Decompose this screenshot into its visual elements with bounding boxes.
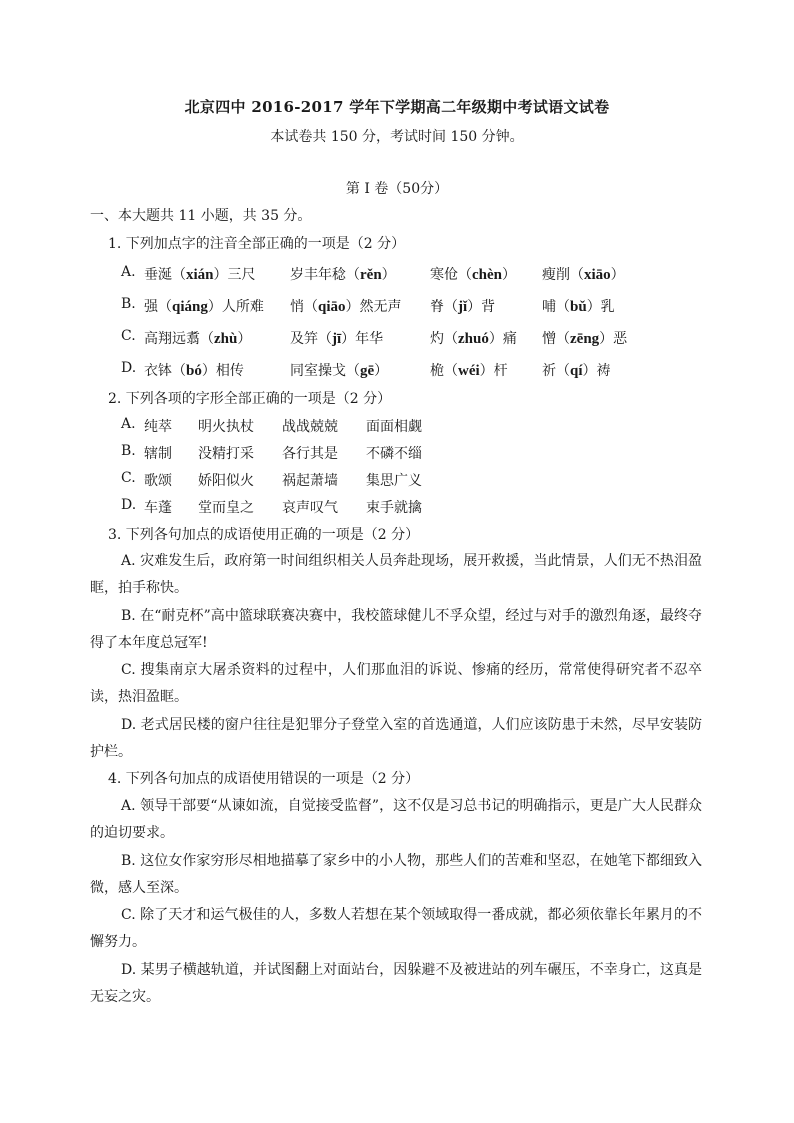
pinyin-item: 灼（zhuó）痛: [430, 331, 517, 347]
pinyin: xián: [186, 267, 214, 283]
pinyin: qiāo: [318, 299, 346, 315]
question-4-option-b: [90, 848, 702, 902]
option-label: C.: [121, 328, 136, 344]
pinyin-item: 桅（wéi）杆: [430, 363, 508, 379]
option-label: B.: [121, 853, 136, 869]
pinyin-item: 垂涎（xián）三尺: [144, 267, 256, 283]
pinyin-item: 岁丰年稔（rěn）: [290, 267, 396, 283]
word-item: 战战兢兢: [282, 419, 338, 435]
option-text: 老式居民楼的窗户往往是犯罪分子登堂入室的首选通道，人们应该防患于未然，尽早安装防护栏。: [90, 717, 702, 760]
question-3-option-b: [90, 603, 702, 657]
option-label: A.: [121, 553, 136, 569]
question-4-option-d: [90, 957, 702, 1011]
option-label: D.: [121, 717, 137, 733]
word-item: 没精打采: [198, 446, 254, 462]
pinyin: qiáng: [172, 299, 208, 315]
option-label: A.: [121, 264, 136, 280]
option-label: D.: [121, 962, 137, 978]
option-label: A.: [121, 798, 136, 814]
option-label: C.: [121, 662, 136, 678]
word-item: 娇阳似火: [198, 473, 254, 489]
question-4-option-c: [90, 902, 702, 956]
question-2-option-d: [121, 497, 721, 521]
pinyin: bó: [186, 363, 202, 379]
option-label: C.: [121, 907, 136, 923]
pinyin-item: 强（qiáng）人所难: [144, 299, 264, 315]
pinyin: gē: [360, 363, 375, 379]
pinyin-item: 衣钵（bó）相传: [144, 363, 244, 379]
question-2-option-c: [121, 470, 721, 494]
word-item: 明火执杖: [198, 419, 254, 435]
word-item: 集思广义: [366, 473, 422, 489]
pinyin: wéi: [458, 363, 480, 379]
option-label: C.: [121, 470, 136, 486]
option-label: A.: [121, 416, 136, 432]
question-3-option-d: [90, 712, 702, 766]
pinyin-item: 哺（bǔ）乳: [542, 299, 615, 315]
section-title: 一、本大题共 11 小题，共 35 分。: [90, 208, 312, 224]
question-1-option-d: [121, 360, 721, 384]
pinyin-item: 悄（qiāo）然无声: [290, 299, 402, 315]
pinyin: zhù: [214, 331, 238, 347]
word-item: 祸起萧墙: [282, 473, 338, 489]
question-2-option-a: [121, 416, 721, 440]
exam-info: 本试卷共 150 分，考试时间 150 分钟。: [270, 129, 524, 145]
option-text: 搜集南京大屠杀资料的过程中，人们那血泪的诉说、惨痛的经历，常常使得研究者不忍卒读，热泪盈眶。: [90, 662, 702, 705]
volume-title: 第 I 卷（50分）: [345, 181, 449, 197]
option-label: B.: [121, 296, 136, 312]
option-label: B.: [121, 608, 136, 624]
pinyin: qí: [570, 363, 583, 379]
option-text: 这位女作家穷形尽相地描摹了家乡中的小人物，那些人们的苦难和坚忍，在她笔下都细致入微，感人至深。: [90, 853, 702, 896]
question-3-option-a: [90, 548, 702, 602]
word-item: 车蓬: [144, 500, 172, 516]
pinyin: xiāo: [584, 267, 611, 283]
pinyin: bǔ: [570, 299, 587, 315]
option-text: 领导干部要“从谏如流，自觉接受监督”，这不仅是习总书记的明确指示，更是广大人民群众的迫切要求。: [90, 798, 703, 841]
pinyin: rěn: [360, 267, 382, 283]
pinyin-item: 寒伧（chèn）: [430, 267, 516, 283]
option-label: B.: [121, 443, 136, 459]
pinyin: chèn: [472, 267, 502, 283]
word-item: 哀声叹气: [282, 500, 338, 516]
question-1-stem: 1. 下列加点字的注音全部正确的一项是（2 分）: [108, 236, 406, 252]
pinyin: zēng: [570, 331, 600, 347]
question-4-stem: 4. 下列各句加点的成语使用错误的一项是（2 分）: [108, 771, 420, 787]
pinyin-item: 脊（jǐ）背: [430, 299, 496, 315]
pinyin: jī: [332, 331, 342, 347]
question-1-option-c: [121, 328, 721, 352]
option-text: 除了天才和运气极佳的人，多数人若想在某个领域取得一番成就，都必须依靠长年累月的不懈努力。: [90, 907, 702, 950]
word-item: 束手就擒: [366, 500, 422, 516]
pinyin-item: 瘦削（xiāo）: [542, 267, 625, 283]
question-2-option-b: [121, 443, 721, 467]
word-item: 面面相觑: [366, 419, 422, 435]
option-label: D.: [121, 360, 137, 376]
question-3-option-c: [90, 657, 702, 711]
question-1-option-a: [121, 264, 721, 288]
question-2-stem: 2. 下列各项的字形全部正确的一项是（2 分）: [108, 391, 392, 407]
word-item: 纯萃: [144, 419, 172, 435]
option-text: 在“耐克杯”高中篮球联赛决赛中，我校篮球健儿不孚众望，经过与对手的激烈角逐，最终夺得了本年度总冠军!: [90, 608, 703, 651]
word-item: 辖制: [144, 446, 172, 462]
page-title: 北京四中 2016-2017 学年下学期高二年级期中考试语文试卷: [184, 98, 610, 116]
pinyin-item: 同室操戈（gē）: [290, 363, 389, 379]
question-4-option-a: [90, 793, 702, 847]
pinyin: jǐ: [458, 299, 468, 315]
question-3-stem: 3. 下列各句加点的成语使用正确的一项是（2 分）: [108, 527, 420, 543]
option-label: D.: [121, 497, 137, 513]
pinyin-item: 憎（zēng）恶: [542, 331, 628, 347]
word-item: 歌颂: [144, 473, 172, 489]
option-text: 灾难发生后，政府第一时间组织相关人员奔赴现场，展开救援，当此情景，人们无不热泪盈眶，拍手称快。: [90, 553, 702, 596]
word-item: 堂而皇之: [198, 500, 254, 516]
option-text: 某男子横越轨道，并试图翻上对面站台，因躲避不及被进站的列车碾压，不幸身亡，这真是无妄之灾。: [90, 962, 702, 1005]
word-item: 各行其是: [282, 446, 338, 462]
pinyin-item: 祈（qí）祷: [542, 363, 611, 379]
word-item: 不磷不缁: [366, 446, 422, 462]
pinyin: zhuó: [458, 331, 489, 347]
pinyin-item: 高翔远翥（zhù）: [144, 331, 252, 347]
pinyin-item: 及笄（jī）年华: [290, 331, 384, 347]
question-1-option-b: [121, 296, 721, 320]
